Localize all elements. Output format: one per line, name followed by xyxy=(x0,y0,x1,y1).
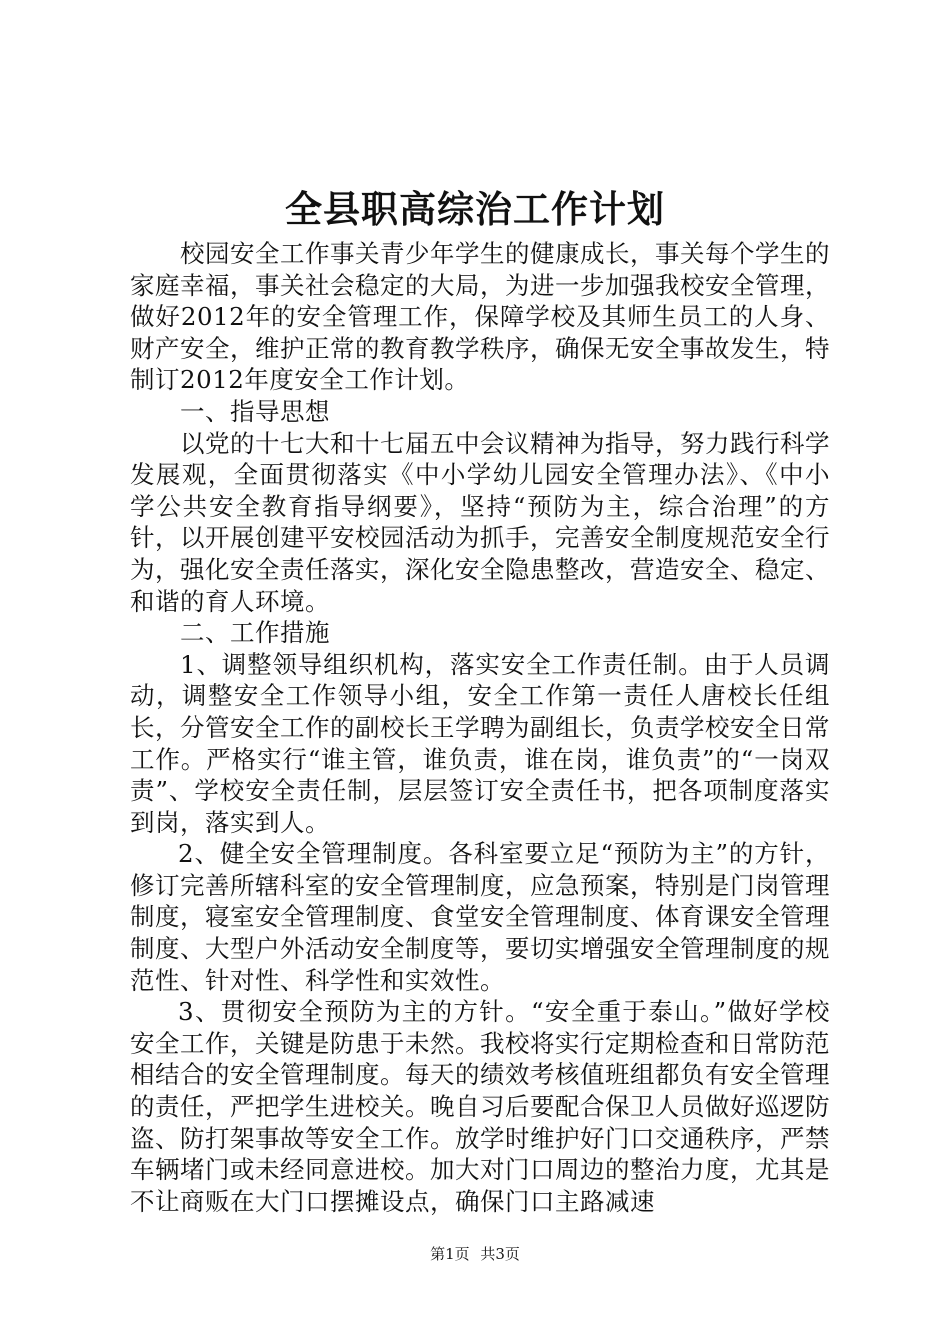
document-title: 全县职高综治工作计划 xyxy=(285,187,665,231)
page-footer xyxy=(0,1244,950,1264)
section-heading-work-measures: 二、工作措施 xyxy=(180,618,330,648)
section-heading-guiding-ideology: 一、指导思想 xyxy=(180,396,330,426)
guiding-ideology-paragraph: 以党的十七大和十七届五中会议精神为指导，努力践行科学发展观，全面贯彻落实《中小学幼儿园安全管理办法》、《中小学公共安全教育指导纲要》，坚持“预防为主，综合治理”的方针，以开展创建平安校园活动为抓手，完善安全制度规范安全行为，强化安全责任落实，深化安全隐患整改，营造安全、稳定、和谐的育人环境。 xyxy=(130,428,830,616)
page-number: 第1页 xyxy=(430,1245,470,1263)
measure-3-paragraph: 3、贯彻安全预防为主的方针。“安全重于泰山。”做好学校安全工作，关键是防患于未然。我校将实行定期检查和日常防范相结合的安全管理制度。每天的绩效考核值班组都负有安全管理的责任，严把学生进校关。晚自习后要配合保卫人员做好巡逻防盗、防打架事故等安全工作。放学时维护好门口交通秩序，严禁车辆堵门或未经同意进校。加大对门口周边的整治力度，尤其是不让商贩在大门口摆摊设点，确保门口主路减速 xyxy=(130,997,830,1216)
measure-2-paragraph: 2、健全安全管理制度。各科室要立足“预防为主”的方针，修订完善所辖科室的安全管理制度，应急预案，特别是门岗管理制度，寝室安全管理制度、食堂安全管理制度、体育课安全管理制度、大型户外活动安全制度等，要切实增强安全管理制度的规范性、针对性、科学性和实效性。 xyxy=(130,839,830,995)
measure-1-paragraph: 1、调整领导组织机构，落实安全工作责任制。由于人员调动，调整安全工作领导小组，安全工作第一责任人唐校长任组长，分管安全工作的副校长王学聘为副组长，负责学校安全日常工作。严格实行“谁主管，谁负责，谁在岗，谁负责”的“一岗双责”、学校安全责任制，层层签订安全责任书，把各项制度落实到岗，落实到人。 xyxy=(130,649,830,837)
page-total: 共3页 xyxy=(480,1245,520,1263)
document-body xyxy=(130,238,830,1217)
intro-paragraph: 校园安全工作事关青少年学生的健康成长，事关每个学生的家庭幸福，事关社会稳定的大局，为进一步加强我校安全管理，做好2012年的安全管理工作，保障学校及其师生员工的人身、财产安全，维护正常的教育教学秩序，确保无安全事故发生，特制订2012年度安全工作计划。 xyxy=(130,239,830,395)
